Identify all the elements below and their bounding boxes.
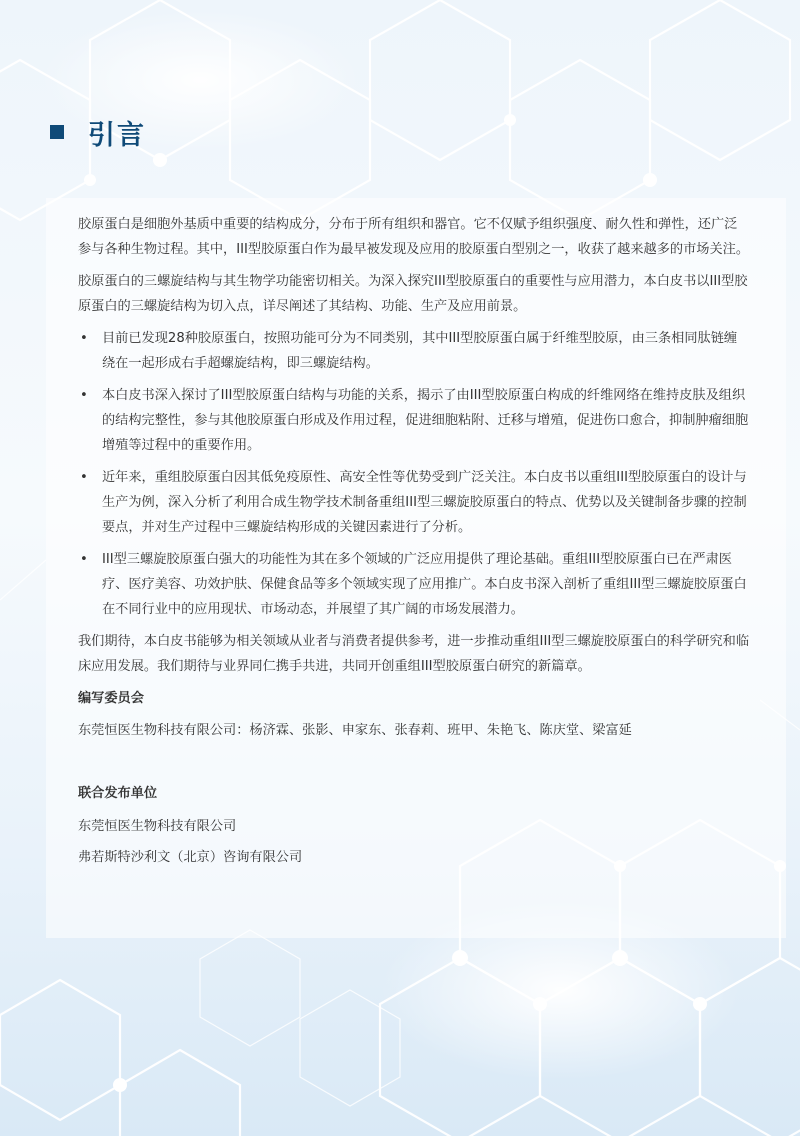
closing-paragraph: 我们期待，本白皮书能够为相关领域从业者与消费者提供参考，进一步推动重组III型三螺旋胶原蛋白的科学研究和临床应用发展。我们期待与业界同仁携手共进，共同开创重组III型胶原蛋白研究的新篇章。 [78,634,750,674]
list-item [78,326,750,376]
list-item-text: 本白皮书深入探讨了III型胶原蛋白结构与功能的关系，揭示了由III型胶原蛋白构成的纤维网络在维持皮肤及组织的结构完整性，参与其他胶原蛋白形成及作用过程，促进细胞粘附、迁移与增殖，促进伤口愈合，抑制肿瘤细胞增殖等过程中的重要作用。 [102,388,749,453]
list-item-text: 目前已发现28种胶原蛋白，按照功能可分为不同类别，其中III型胶原蛋白属于纤维型胶原，由三条相同肽链缠绕在一起形成右手超螺旋结构，即三螺旋结构。 [102,331,738,371]
intro-paragraph: 胶原蛋白是细胞外基质中重要的结构成分，分布于所有组织和器官。它不仅赋予组织强度、耐久性和弹性，还广泛参与各种生物过程。其中，III型胶原蛋白作为最早被发现及应用的胶原蛋白型别之一，收获了越来越多的市场关注。 [78,217,750,257]
bullet-icon: • [80,552,88,567]
publishers-heading: 联合发布单位 [78,786,158,801]
list-item [78,547,750,622]
committee-members: 东莞恒医生物科技有限公司：杨济霖、张影、申家东、张春莉、班甲、朱艳飞、陈庆堂、梁富延 [78,723,632,738]
list-item [78,465,750,540]
key-points-list [78,326,750,622]
bullet-icon: • [80,331,88,346]
publisher-item: 东莞恒医生物科技有限公司 [78,819,237,834]
list-item-text: III型三螺旋胶原蛋白强大的功能性为其在多个领域的广泛应用提供了理论基础。重组III型胶原蛋白已在严肃医疗、医疗美容、功效护肤、保健食品等多个领域实现了应用推广。本白皮书深入剖析了重组III型三螺旋胶原蛋白在不同行业中的应用现状、市场动态，并展望了其广阔的市场发展潜力。 [102,552,747,617]
list-item-text: 近年来，重组胶原蛋白因其低免疫原性、高安全性等优势受到广泛关注。本白皮书以重组III型胶原蛋白的设计与生产为例，深入分析了利用合成生物学技术制备重组III型三螺旋胶原蛋白的特点、优势以及关键制备步骤的控制要点，并对生产过程中三螺旋结构形成的关键因素进行了分析。 [102,470,747,535]
bullet-icon: • [80,388,88,403]
heading-square-icon [50,125,64,139]
section-heading [50,112,146,152]
document-body [78,212,750,876]
bullet-icon: • [80,470,88,485]
list-item [78,383,750,458]
committee-heading: 编写委员会 [78,691,144,706]
publisher-item: 弗若斯特沙利文（北京）咨询有限公司 [78,850,303,865]
page-title: 引言 [88,119,146,151]
structure-paragraph: 胶原蛋白的三螺旋结构与其生物学功能密切相关。为深入探究III型胶原蛋白的重要性与应用潜力，本白皮书以III型胶原蛋白的三螺旋结构为切入点，详尽阐述了其结构、功能、生产及应用前景。 [78,274,748,314]
